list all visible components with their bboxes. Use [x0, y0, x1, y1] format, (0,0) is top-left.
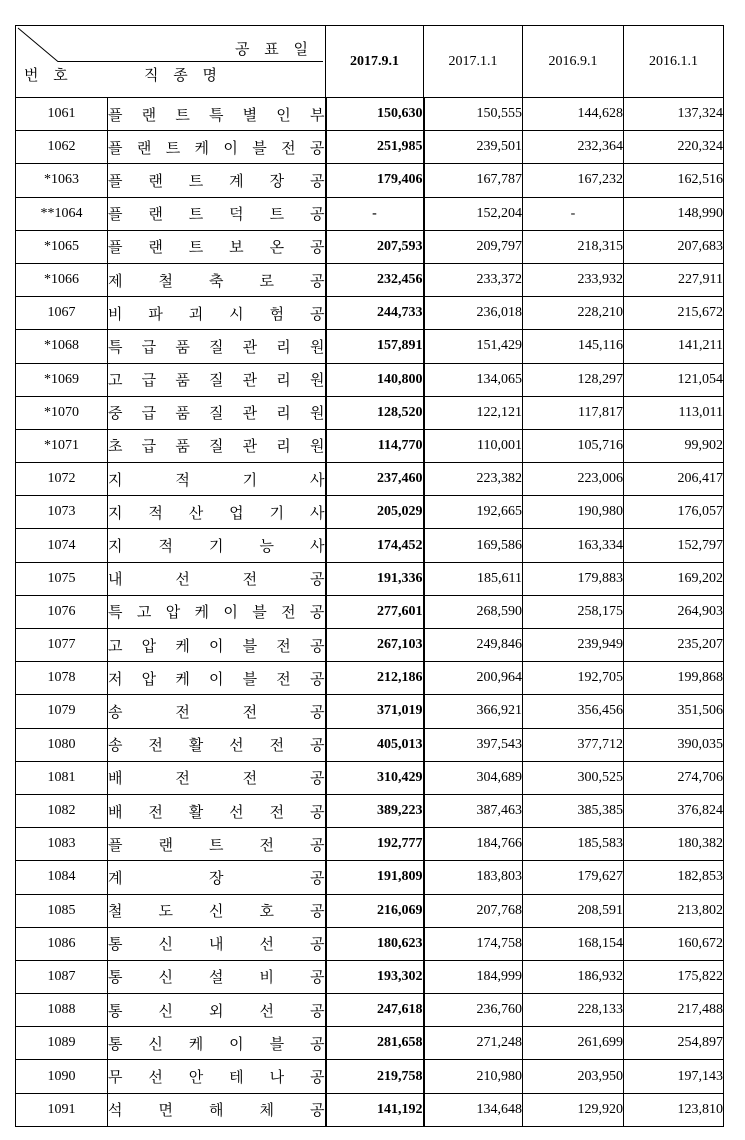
table-row	[16, 728, 724, 761]
wage-value: -	[523, 197, 624, 230]
job-name-text: 플 랜 트 덕 트 공	[108, 205, 325, 224]
table-row	[16, 629, 724, 662]
wage-value: 304,689	[424, 761, 523, 794]
wage-value: 134,065	[424, 363, 523, 396]
job-number: 1074	[16, 529, 108, 562]
wage-value: 207,768	[424, 894, 523, 927]
job-name-text: 플 랜 트 보 온 공	[108, 238, 325, 257]
table-row	[16, 230, 724, 263]
wage-value: 300,525	[523, 761, 624, 794]
table-row	[16, 595, 724, 628]
table-row	[16, 1060, 724, 1093]
job-number: *1070	[16, 396, 108, 429]
job-name-column-label: 직 종 명	[144, 66, 223, 84]
job-number: 1067	[16, 297, 108, 330]
table-row	[16, 562, 724, 595]
wage-value: 310,429	[326, 761, 424, 794]
wage-value: 197,143	[624, 1060, 724, 1093]
wage-value: 184,999	[424, 960, 523, 993]
job-number: 1075	[16, 562, 108, 595]
job-name	[108, 1093, 326, 1126]
job-number: 1087	[16, 960, 108, 993]
wage-value: 140,800	[326, 363, 424, 396]
job-number: *1069	[16, 363, 108, 396]
job-number: 1079	[16, 695, 108, 728]
wage-value: 232,364	[523, 131, 624, 164]
job-name-text: 비 파 괴 시 험 공	[108, 304, 325, 323]
job-name	[108, 1060, 326, 1093]
job-name	[108, 98, 326, 131]
wage-value: 207,593	[326, 230, 424, 263]
job-name	[108, 728, 326, 761]
wage-value: 145,116	[523, 330, 624, 363]
wage-value: 356,456	[523, 695, 624, 728]
job-name	[108, 330, 326, 363]
diagonal-header-cell	[16, 26, 326, 98]
job-name-text: 지 적 산 업 기 사	[108, 503, 325, 522]
wage-value: 191,336	[326, 562, 424, 595]
job-number: 1073	[16, 496, 108, 529]
wage-value: 249,846	[424, 629, 523, 662]
table-row	[16, 197, 724, 230]
wage-value: 232,456	[326, 263, 424, 296]
wage-value: 216,069	[326, 894, 424, 927]
job-number: *1066	[16, 263, 108, 296]
wage-value: 167,787	[424, 164, 523, 197]
job-name	[108, 496, 326, 529]
job-name	[108, 197, 326, 230]
job-name	[108, 263, 326, 296]
wage-value: 192,705	[523, 662, 624, 695]
date-header-2017-1-1: 2017.1.1	[424, 26, 523, 98]
job-number: 1062	[16, 131, 108, 164]
wage-table	[15, 25, 724, 1127]
wage-value: 151,429	[424, 330, 523, 363]
wage-value: 163,334	[523, 529, 624, 562]
job-number: *1065	[16, 230, 108, 263]
job-number: 1081	[16, 761, 108, 794]
wage-value: 185,611	[424, 562, 523, 595]
wage-value: 212,186	[326, 662, 424, 695]
wage-value: 183,803	[424, 861, 523, 894]
job-name-text: 계 장 공	[108, 868, 325, 887]
wage-value: 239,501	[424, 131, 523, 164]
job-name	[108, 396, 326, 429]
job-name	[108, 828, 326, 861]
job-number: 1084	[16, 861, 108, 894]
wage-value: 371,019	[326, 695, 424, 728]
wage-value: 180,382	[624, 828, 724, 861]
job-number: 1090	[16, 1060, 108, 1093]
wage-value: 215,672	[624, 297, 724, 330]
job-name-text: 배 전 활 선 전 공	[108, 802, 325, 821]
job-name-text: 저 압 케 이 블 전 공	[108, 669, 325, 688]
wage-value: 210,980	[424, 1060, 523, 1093]
table-row	[16, 429, 724, 462]
job-number: 1089	[16, 1027, 108, 1060]
wage-value: 192,665	[424, 496, 523, 529]
wage-value: 236,018	[424, 297, 523, 330]
table-row	[16, 396, 724, 429]
announcement-date-label: 공 표 일	[234, 40, 313, 58]
wage-value: 162,516	[624, 164, 724, 197]
job-name	[108, 131, 326, 164]
job-name-text: 송 전 전 공	[108, 702, 325, 721]
job-name-text: 제 철 축 로 공	[108, 271, 325, 290]
job-number: *1068	[16, 330, 108, 363]
wage-value: 213,802	[624, 894, 724, 927]
wage-value: 157,891	[326, 330, 424, 363]
wage-value: 274,706	[624, 761, 724, 794]
wage-value: 237,460	[326, 463, 424, 496]
wage-value: 174,452	[326, 529, 424, 562]
wage-value: 99,902	[624, 429, 724, 462]
job-number: 1078	[16, 662, 108, 695]
wage-value: 366,921	[424, 695, 523, 728]
job-number: 1083	[16, 828, 108, 861]
table-row	[16, 761, 724, 794]
wage-value: 190,980	[523, 496, 624, 529]
job-name-text: 플 랜 트 특 별 인 부	[108, 105, 325, 124]
wage-value: 180,623	[326, 927, 424, 960]
job-name-text: 통 신 설 비 공	[108, 968, 325, 987]
job-number: 1085	[16, 894, 108, 927]
wage-value: 185,583	[523, 828, 624, 861]
wage-value: 168,154	[523, 927, 624, 960]
job-number: *1063	[16, 164, 108, 197]
table-row	[16, 297, 724, 330]
table-row	[16, 529, 724, 562]
wage-value: 203,950	[523, 1060, 624, 1093]
table-row	[16, 363, 724, 396]
wage-value: 144,628	[523, 98, 624, 131]
table-row	[16, 164, 724, 197]
wage-value: 397,543	[424, 728, 523, 761]
wage-value: 219,758	[326, 1060, 424, 1093]
wage-value: 176,057	[624, 496, 724, 529]
wage-value: 200,964	[424, 662, 523, 695]
job-name-text: 특 급 품 질 관 리 원	[108, 337, 325, 356]
wage-value: 244,733	[326, 297, 424, 330]
job-name-text: 통 신 케 이 블 공	[108, 1034, 325, 1053]
job-name-text: 고 압 케 이 블 전 공	[108, 636, 325, 655]
wage-value: 184,766	[424, 828, 523, 861]
wage-value: 236,760	[424, 994, 523, 1027]
wage-value: 150,630	[326, 98, 424, 131]
wage-value: 376,824	[624, 794, 724, 827]
wage-value: 218,315	[523, 230, 624, 263]
wage-value: 179,406	[326, 164, 424, 197]
header-row	[16, 26, 724, 98]
wage-value: 121,054	[624, 363, 724, 396]
job-name-text: 송 전 활 선 전 공	[108, 736, 325, 755]
wage-value: 271,248	[424, 1027, 523, 1060]
job-name-text: 지 적 기 능 사	[108, 537, 325, 556]
wage-value: 385,385	[523, 794, 624, 827]
job-name	[108, 230, 326, 263]
wage-value: 217,488	[624, 994, 724, 1027]
job-name	[108, 695, 326, 728]
job-name	[108, 960, 326, 993]
wage-value: 206,417	[624, 463, 724, 496]
table-row	[16, 794, 724, 827]
job-name	[108, 662, 326, 695]
date-header-2017-9-1: 2017.9.1	[326, 26, 424, 98]
wage-value: 160,672	[624, 927, 724, 960]
job-name	[108, 927, 326, 960]
job-name	[108, 595, 326, 628]
wage-value: -	[326, 197, 424, 230]
wage-value: 182,853	[624, 861, 724, 894]
job-name-text: 통 신 내 선 공	[108, 935, 325, 954]
wage-value: 208,591	[523, 894, 624, 927]
wage-value: 233,932	[523, 263, 624, 296]
wage-value: 220,324	[624, 131, 724, 164]
job-name-text: 특 고 압 케 이 블 전 공	[108, 603, 325, 622]
table-row	[16, 662, 724, 695]
wage-value: 247,618	[326, 994, 424, 1027]
number-column-label: 번 호	[24, 66, 73, 84]
wage-value: 141,192	[326, 1093, 424, 1126]
job-number: 1088	[16, 994, 108, 1027]
wage-value: 167,232	[523, 164, 624, 197]
wage-value: 199,868	[624, 662, 724, 695]
wage-value: 281,658	[326, 1027, 424, 1060]
wage-value: 228,210	[523, 297, 624, 330]
wage-value: 117,817	[523, 396, 624, 429]
wage-value: 134,648	[424, 1093, 523, 1126]
wage-value: 261,699	[523, 1027, 624, 1060]
table-row	[16, 861, 724, 894]
job-name	[108, 794, 326, 827]
wage-value: 209,797	[424, 230, 523, 263]
wage-value: 207,683	[624, 230, 724, 263]
wage-value: 191,809	[326, 861, 424, 894]
wage-value: 351,506	[624, 695, 724, 728]
table-row	[16, 98, 724, 131]
wage-value: 141,211	[624, 330, 724, 363]
job-number: 1086	[16, 927, 108, 960]
wage-value: 193,302	[326, 960, 424, 993]
wage-value: 179,883	[523, 562, 624, 595]
table-row	[16, 1093, 724, 1126]
date-header-2016-9-1: 2016.9.1	[523, 26, 624, 98]
job-name	[108, 429, 326, 462]
wage-value: 152,204	[424, 197, 523, 230]
wage-value: 175,822	[624, 960, 724, 993]
wage-value: 137,324	[624, 98, 724, 131]
wage-value: 113,011	[624, 396, 724, 429]
table-row	[16, 894, 724, 927]
wage-value: 150,555	[424, 98, 523, 131]
job-name-text: 플 랜 트 계 장 공	[108, 171, 325, 190]
date-header-2016-1-1: 2016.1.1	[624, 26, 724, 98]
job-name	[108, 562, 326, 595]
table-row	[16, 960, 724, 993]
job-name-text: 배 전 전 공	[108, 769, 325, 788]
wage-value: 174,758	[424, 927, 523, 960]
job-number: **1064	[16, 197, 108, 230]
job-name	[108, 894, 326, 927]
table-row	[16, 994, 724, 1027]
table-row	[16, 927, 724, 960]
wage-value: 122,121	[424, 396, 523, 429]
wage-value: 233,372	[424, 263, 523, 296]
job-number: 1061	[16, 98, 108, 131]
wage-value: 277,601	[326, 595, 424, 628]
table-row	[16, 463, 724, 496]
job-number: 1072	[16, 463, 108, 496]
wage-value: 239,949	[523, 629, 624, 662]
job-name-text: 철 도 신 호 공	[108, 902, 325, 921]
job-name-text: 통 신 외 선 공	[108, 1001, 325, 1020]
job-name	[108, 1027, 326, 1060]
job-name-text: 초 급 품 질 관 리 원	[108, 437, 325, 456]
job-name	[108, 994, 326, 1027]
job-name	[108, 164, 326, 197]
wage-value: 129,920	[523, 1093, 624, 1126]
wage-value: 128,520	[326, 396, 424, 429]
wage-value: 110,001	[424, 429, 523, 462]
wage-value: 377,712	[523, 728, 624, 761]
wage-value: 227,911	[624, 263, 724, 296]
job-name	[108, 463, 326, 496]
job-name	[108, 629, 326, 662]
table-row	[16, 131, 724, 164]
wage-value: 405,013	[326, 728, 424, 761]
job-number: 1080	[16, 728, 108, 761]
job-name-text: 석 면 해 체 공	[108, 1101, 325, 1120]
wage-value: 268,590	[424, 595, 523, 628]
wage-value: 387,463	[424, 794, 523, 827]
job-name	[108, 363, 326, 396]
table-row	[16, 1027, 724, 1060]
job-number: 1077	[16, 629, 108, 662]
table-body	[16, 98, 724, 1127]
wage-value: 254,897	[624, 1027, 724, 1060]
wage-value: 228,133	[523, 994, 624, 1027]
wage-value: 192,777	[326, 828, 424, 861]
job-number: 1082	[16, 794, 108, 827]
table-row	[16, 330, 724, 363]
table-row	[16, 263, 724, 296]
wage-value: 235,207	[624, 629, 724, 662]
job-name	[108, 761, 326, 794]
wage-value: 148,990	[624, 197, 724, 230]
wage-value: 205,029	[326, 496, 424, 529]
wage-value: 114,770	[326, 429, 424, 462]
wage-value: 258,175	[523, 595, 624, 628]
job-name	[108, 861, 326, 894]
job-number: 1091	[16, 1093, 108, 1126]
table-row	[16, 496, 724, 529]
job-number: *1071	[16, 429, 108, 462]
wage-value: 390,035	[624, 728, 724, 761]
wage-value: 267,103	[326, 629, 424, 662]
job-name	[108, 529, 326, 562]
wage-value: 251,985	[326, 131, 424, 164]
job-name	[108, 297, 326, 330]
job-name-text: 내 선 전 공	[108, 570, 325, 589]
wage-value: 179,627	[523, 861, 624, 894]
wage-value: 389,223	[326, 794, 424, 827]
job-name-text: 무 선 안 테 나 공	[108, 1068, 325, 1087]
wage-value: 169,202	[624, 562, 724, 595]
job-name-text: 고 급 품 질 관 리 원	[108, 371, 325, 390]
wage-value: 105,716	[523, 429, 624, 462]
wage-value: 128,297	[523, 363, 624, 396]
diagonal-line	[16, 26, 325, 97]
wage-value: 264,903	[624, 595, 724, 628]
wage-value: 123,810	[624, 1093, 724, 1126]
job-name-text: 플 랜 트 케 이 블 전 공	[108, 138, 325, 157]
table-row	[16, 828, 724, 861]
wage-value: 223,006	[523, 463, 624, 496]
wage-value: 186,932	[523, 960, 624, 993]
job-name-text: 지 적 기 사	[108, 470, 325, 489]
wage-value: 169,586	[424, 529, 523, 562]
wage-value: 152,797	[624, 529, 724, 562]
table-row	[16, 695, 724, 728]
job-name-text: 중 급 품 질 관 리 원	[108, 404, 325, 423]
job-name-text: 플 랜 트 전 공	[108, 835, 325, 854]
wage-value: 223,382	[424, 463, 523, 496]
job-number: 1076	[16, 595, 108, 628]
